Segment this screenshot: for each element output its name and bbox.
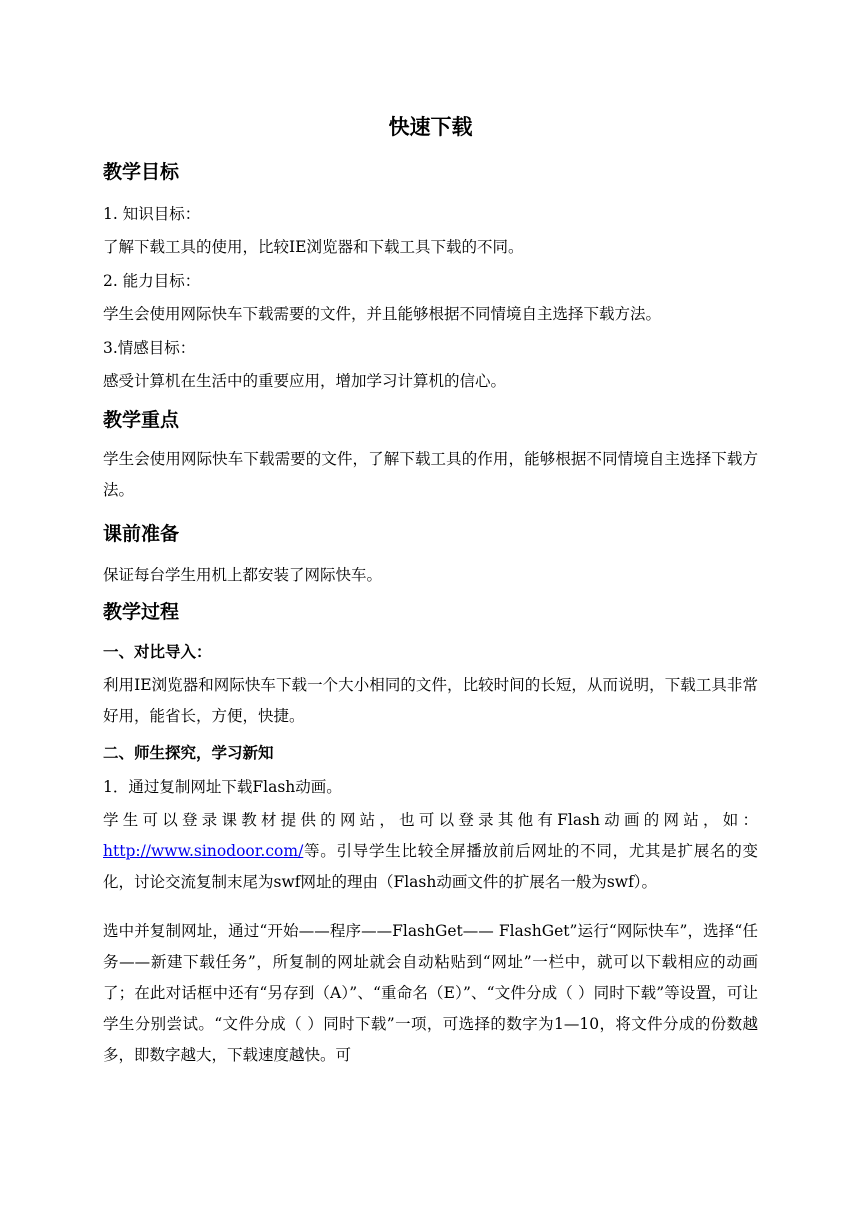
process-heading: 教学过程: [103, 601, 180, 623]
flash-site-paragraph: [103, 805, 758, 898]
objective-3-label: 3.情感目标：: [103, 339, 196, 357]
objectives-heading: 教学目标: [103, 161, 180, 183]
paragraph-text: 等。引导学生比较全屏播放前后网址的不同，尤其是扩展名的变化，讨论交流复制末尾为swf网址的理由（Flash动画文件的扩展名一般为swf）。: [103, 842, 758, 891]
key-points-text: 学生会使用网际快车下载需要的文件，了解下载工具的作用，能够根据不同情境自主选择下载方法。: [103, 450, 758, 499]
paragraph-text: 学生可以登录课教材提供的网站，也可以登录其他有Flash动画的网站，如：: [103, 811, 758, 829]
objective-1-text: 了解下载工具的使用，比较IE浏览器和下载工具下载的不同。: [103, 238, 524, 256]
page-title: 快速下载: [388, 115, 473, 139]
step-1-label: 1．通过复制网址下载Flash动画。: [103, 778, 342, 796]
section-1-text: 利用IE浏览器和网际快车下载一个大小相同的文件，比较时间的长短，从而说明，下载工具非常好用，能省长，方便，快捷。: [103, 676, 758, 725]
objective-3-text: 感受计算机在生活中的重要应用，增加学习计算机的信心。: [103, 372, 507, 390]
objective-1-label: 1. 知识目标：: [103, 205, 201, 223]
key-points-heading: 教学重点: [103, 409, 180, 431]
section-2-heading: 二、师生探究，学习新知: [103, 744, 274, 762]
flashget-paragraph: 选中并复制网址，通过“开始——程序——FlashGet—— FlashGet”运行“网际快车”，选择“任务——新建下载任务”，所复制的网址就会自动粘贴到“网址”一栏中，就可以下载相应的动画了；在此对话框中还有“另存到（A）”、“重命名（E）”、“文件分成（ ）同时下载”等设置，可让学生分别尝试。“文件分成（ ）同时下载”一项，可选择的数字为1—10，将文件分成的份数越多，即数字越大，下载速度越快。可: [103, 922, 758, 1064]
objective-2-label: 2. 能力目标：: [103, 272, 201, 290]
preparation-text: 保证每台学生用机上都安装了网际快车。: [103, 566, 383, 584]
sinodoor-link[interactable]: http://www.sinodoor.com/: [103, 842, 304, 860]
section-1-heading: 一、对比导入：: [103, 643, 212, 661]
objective-2-text: 学生会使用网际快车下载需要的文件，并且能够根据不同情境自主选择下载方法。: [103, 305, 662, 323]
preparation-heading: 课前准备: [103, 523, 180, 545]
